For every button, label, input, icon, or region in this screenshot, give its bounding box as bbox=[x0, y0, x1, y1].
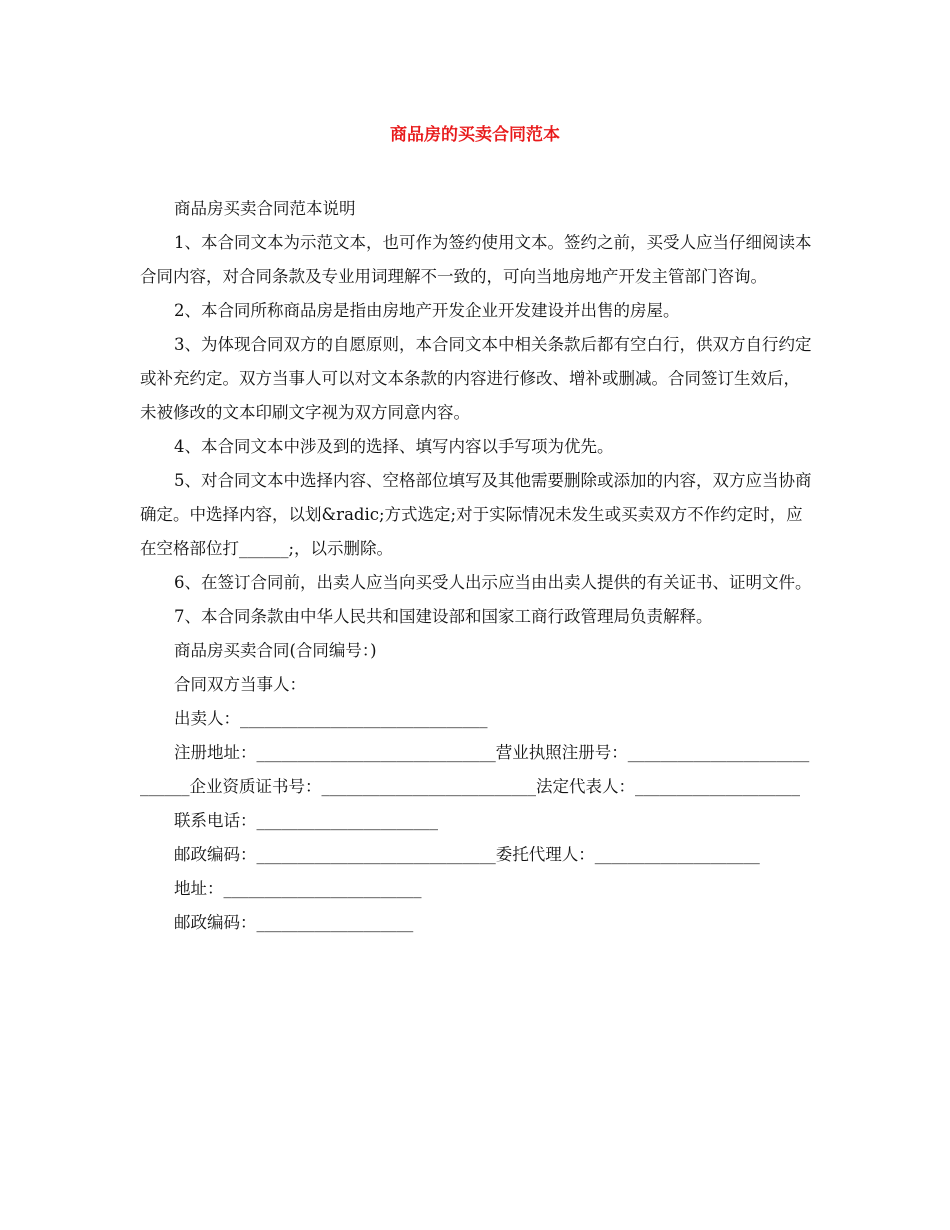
document-body bbox=[140, 192, 815, 940]
paragraph-clause-7: 7、本合同条款由中华人民共和国建设部和国家工商行政管理局负责解释。 bbox=[174, 607, 713, 626]
phone-field: 联系电话：______________________ bbox=[174, 811, 438, 830]
postcode-agent-field: 邮政编码：_____________________________委托代理人：____________________ bbox=[174, 845, 760, 864]
postcode-field: 邮政编码：___________________ bbox=[174, 913, 414, 932]
address-field: 地址：________________________ bbox=[174, 879, 422, 898]
document-title: 商品房的买卖合同范本 bbox=[390, 125, 560, 145]
seller-field: 出卖人：______________________________ bbox=[174, 709, 488, 728]
contract-heading: 商品房买卖合同(合同编号：) bbox=[174, 641, 377, 660]
paragraph-clause-4: 4、本合同文本中涉及到的选择、填写内容以手写项为优先。 bbox=[174, 437, 614, 456]
parties-heading: 合同双方当事人： bbox=[174, 675, 306, 694]
paragraph-clause-2: 2、本合同所称商品房是指由房地产开发企业开发建设并出售的房屋。 bbox=[174, 301, 680, 320]
paragraph-clause-3: 3、为体现合同双方的自愿原则，本合同文本中相关条款后都有空白行，供双方自行约定或补充约定。双方当事人可以对文本条款的内容进行修改、增补或删减。合同签订生效后，未被修改的文本印刷文字视为双方同意内容。 bbox=[140, 335, 812, 422]
paragraph-clause-1: 1、本合同文本为示范文本，也可作为签约使用文本。签约之前，买受人应当仔细阅读本合同内容，对合同条款及专业用词理解不一致的，可向当地房地产开发主管部门咨询。 bbox=[140, 233, 812, 286]
paragraph-subtitle: 商品房买卖合同范本说明 bbox=[174, 199, 356, 218]
paragraph-clause-5: 5、对合同文本中选择内容、空格部位填写及其他需要删除或添加的内容，双方应当协商确定。中选择内容，以划&radic;方式选定;对于实际情况未发生或买卖双方不作约定时，应在空格部位打______;，以示删除。 bbox=[140, 471, 812, 558]
registration-field: 注册地址：_____________________________营业执照注册号：____________________________企业资质证书号：__________________________法定代表人：____________________ bbox=[140, 743, 810, 796]
paragraph-clause-6: 6、在签订合同前，出卖人应当向买受人出示应当由出卖人提供的有关证书、证明文件。 bbox=[174, 573, 812, 592]
